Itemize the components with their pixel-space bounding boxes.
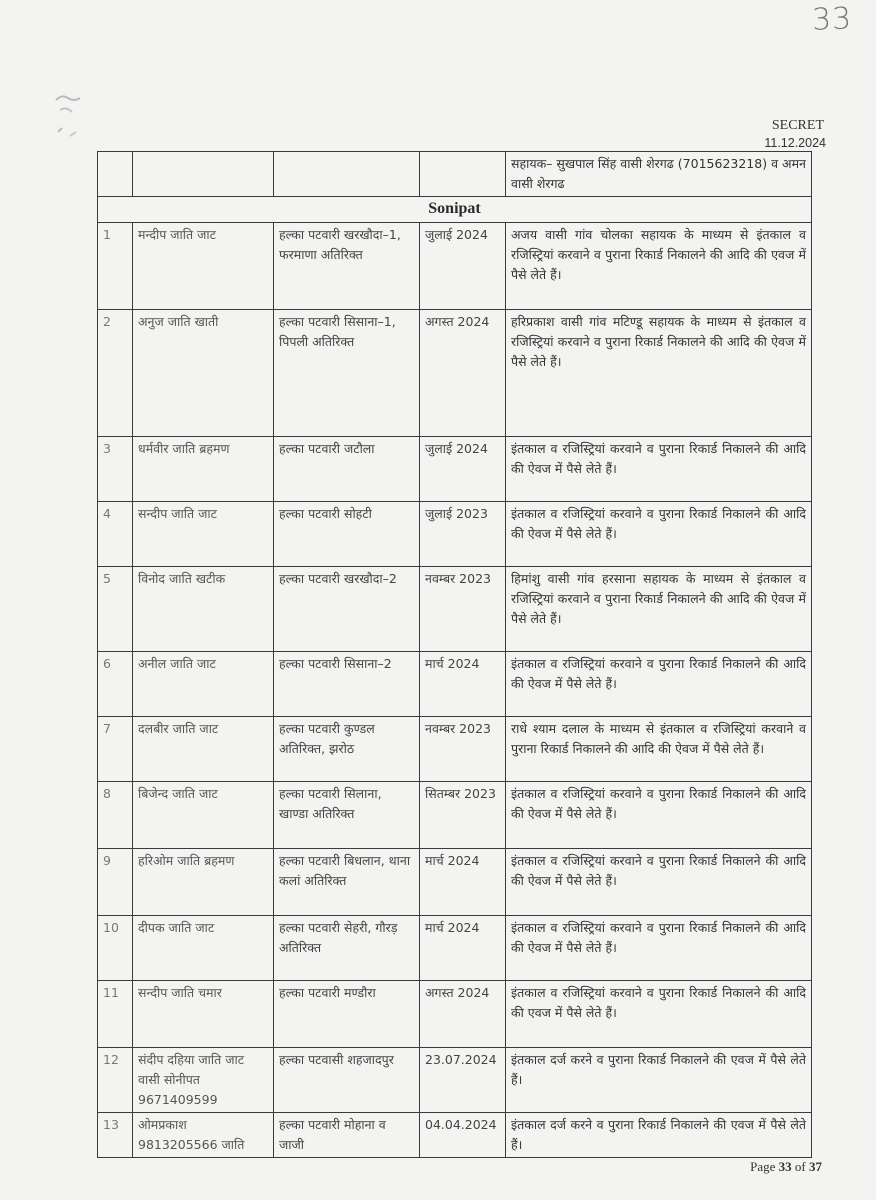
table-row xyxy=(98,437,812,502)
row-number: 13 xyxy=(98,1113,133,1158)
posting: हल्का पटवारी जटौला xyxy=(274,437,420,502)
remarks: इंतकाल व रजिस्ट्रियां करवाने व पुराना रिकार्ड निकालने की आदि की ऐवज में पैसे लेते हैं। xyxy=(506,782,812,849)
official-name: विनोद जाति खटीक xyxy=(133,567,274,652)
remarks: हिमांशु वासी गांव हरसाना सहायक के माध्यम से इंतकाल व रजिस्ट्रियां करवाने व पुराना रिकार्ड निकालने की आदि की ऐवज में पैसे लेते हैं। xyxy=(506,567,812,652)
table-row xyxy=(98,502,812,567)
remarks: राधे श्याम दलाल के माध्यम से इंतकाल व रजिस्ट्रियां करवाने व पुराना रिकार्ड निकालने की आदि की ऐवज में पैसे लेते हैं। xyxy=(506,717,812,782)
page-footer xyxy=(750,1159,822,1175)
official-name: संदीप दहिया जाति जाट वासी सोनीपत 9671409599 xyxy=(133,1048,274,1113)
official-name: हरिओम जाति ब्रहमण xyxy=(133,849,274,916)
remarks: इंतकाल दर्ज करने व पुराना रिकार्ड निकालने की एवज में पैसे लेते हैं। xyxy=(506,1113,812,1158)
row-number: 7 xyxy=(98,717,133,782)
posting: हल्का पटवारी खरखौदा–2 xyxy=(274,567,420,652)
table-row xyxy=(98,223,812,310)
row-number: 1 xyxy=(98,223,133,310)
posting: हल्का पटवारी खरखौदा–1, फरमाणा अतिरिक्त xyxy=(274,223,420,310)
posting: हल्का पटवारी मण्डौरा xyxy=(274,981,420,1048)
remarks: इंतकाल व रजिस्ट्रियां करवाने व पुराना रिकार्ड निकालने की आदि की ऐवज में पैसे लेते हैं। xyxy=(506,502,812,567)
since-date: अगस्त 2024 xyxy=(420,981,506,1048)
assistant-cell: सहायक– सुखपाल सिंह वासी शेरगढ (7015623218) व अमन वासी शेरगढ xyxy=(506,152,812,197)
remarks: इंतकाल व रजिस्ट्रियां करवाने व पुराना रिकार्ड निकालने की आदि की ऐवज में पैसे लेते हैं। xyxy=(506,652,812,717)
remarks: हरिप्रकाश वासी गांव मटिण्डू सहायक के माध्यम से इंतकाल व रजिस्ट्रियां करवाने व पुराना रिकार्ड निकालने की आदि की ऐवज में पैसे लेते हैं। xyxy=(506,310,812,437)
posting: हल्का पटवारी कुण्डल अतिरिक्त, झरोठ xyxy=(274,717,420,782)
document-date: 11.12.2024 xyxy=(764,136,826,150)
table-row xyxy=(98,1113,812,1158)
footer-sep: of xyxy=(791,1159,809,1174)
table-row xyxy=(98,567,812,652)
handwritten-page-number: 33 xyxy=(811,1,853,38)
table-row xyxy=(98,981,812,1048)
row-number: 2 xyxy=(98,310,133,437)
since-date: 23.07.2024 xyxy=(420,1048,506,1113)
row-number: 4 xyxy=(98,502,133,567)
table-row xyxy=(98,717,812,782)
table-row xyxy=(98,916,812,981)
officials-table xyxy=(97,151,812,1158)
since-date: मार्च 2024 xyxy=(420,652,506,717)
row-number: 9 xyxy=(98,849,133,916)
posting: हल्का पटवारी सोहटी xyxy=(274,502,420,567)
table-row xyxy=(98,152,812,197)
row-number: 3 xyxy=(98,437,133,502)
official-name: ओमप्रकाश 9813205566 जाति xyxy=(133,1113,274,1158)
row-number: 5 xyxy=(98,567,133,652)
row-number: 11 xyxy=(98,981,133,1048)
punch-hole-mark xyxy=(52,92,86,142)
row-number: 10 xyxy=(98,916,133,981)
since-date: अगस्त 2024 xyxy=(420,310,506,437)
table-row xyxy=(98,652,812,717)
posting: हल्का पटवारी बिधलान, थाना कलां अतिरिक्त xyxy=(274,849,420,916)
table-row xyxy=(98,849,812,916)
table-row xyxy=(98,782,812,849)
posting: हल्का पटवारी सिलाना, खाण्डा अतिरिक्त xyxy=(274,782,420,849)
since-date: नवम्बर 2023 xyxy=(420,717,506,782)
remarks: इंतकाल व रजिस्ट्रियां करवाने व पुराना रिकार्ड निकालने की आदि की ऐवज में पैसे लेते हैं। xyxy=(506,849,812,916)
classification-label: SECRET xyxy=(771,118,824,133)
remarks: इंतकाल व रजिस्ट्रियां करवाने व पुराना रिकार्ड निकालने की आदि की ऐवज में पैसे लेते हैं। xyxy=(506,437,812,502)
table-row xyxy=(98,1048,812,1113)
official-name: दीपक जाति जाट xyxy=(133,916,274,981)
row-number: 8 xyxy=(98,782,133,849)
remarks: इंतकाल दर्ज करने व पुराना रिकार्ड निकालने की एवज में पैसे लेते हैं। xyxy=(506,1048,812,1113)
official-name: धर्मवीर जाति ब्रहमण xyxy=(133,437,274,502)
posting: हल्का पटवासी शहजादपुर xyxy=(274,1048,420,1113)
footer-total-pages: 37 xyxy=(809,1159,822,1174)
official-name: अनुज जाति खाती xyxy=(133,310,274,437)
posting: हल्का पटवारी सिसाना–2 xyxy=(274,652,420,717)
remarks: अजय वासी गांव चोलका सहायक के माध्यम से इंतकाल व रजिस्ट्रियां करवाने व पुराना रिकार्ड निकालने की आदि की एवज में पैसे लेते हैं। xyxy=(506,223,812,310)
official-name: मन्दीप जाति जाट xyxy=(133,223,274,310)
footer-prefix: Page xyxy=(750,1159,779,1174)
official-name: बिजेन्द जाति जाट xyxy=(133,782,274,849)
since-date: नवम्बर 2023 xyxy=(420,567,506,652)
since-date: मार्च 2024 xyxy=(420,849,506,916)
official-name: सन्दीप जाति चमार xyxy=(133,981,274,1048)
posting: हल्का पटवारी सिसाना–1, पिपली अतिरिक्त xyxy=(274,310,420,437)
official-name: दलबीर जाति जाट xyxy=(133,717,274,782)
official-name: अनील जाति जाट xyxy=(133,652,274,717)
row-number: 12 xyxy=(98,1048,133,1113)
remarks: इंतकाल व रजिस्ट्रियां करवाने व पुराना रिकार्ड निकालने की आदि की ऐवज में पैसे लेते हैं। xyxy=(506,916,812,981)
posting: हल्का पटवारी सेहरी, गौरड़ अतिरिक्त xyxy=(274,916,420,981)
section-row xyxy=(98,197,812,223)
since-date: जुलाई 2024 xyxy=(420,437,506,502)
since-date: जुलाई 2023 xyxy=(420,502,506,567)
since-date: सितम्बर 2023 xyxy=(420,782,506,849)
posting: हल्का पटवारी मोहाना व जाजी xyxy=(274,1113,420,1158)
footer-current-page: 33 xyxy=(778,1159,792,1174)
official-name: सन्दीप जाति जाट xyxy=(133,502,274,567)
table-row xyxy=(98,310,812,437)
since-date: 04.04.2024 xyxy=(420,1113,506,1158)
since-date: मार्च 2024 xyxy=(420,916,506,981)
row-number: 6 xyxy=(98,652,133,717)
section-title: Sonipat xyxy=(98,197,812,223)
since-date: जुलाई 2024 xyxy=(420,223,506,310)
remarks: इंतकाल व रजिस्ट्रियां करवाने व पुराना रिकार्ड निकालने की आदि की एवज में पैसे लेते हैं। xyxy=(506,981,812,1048)
